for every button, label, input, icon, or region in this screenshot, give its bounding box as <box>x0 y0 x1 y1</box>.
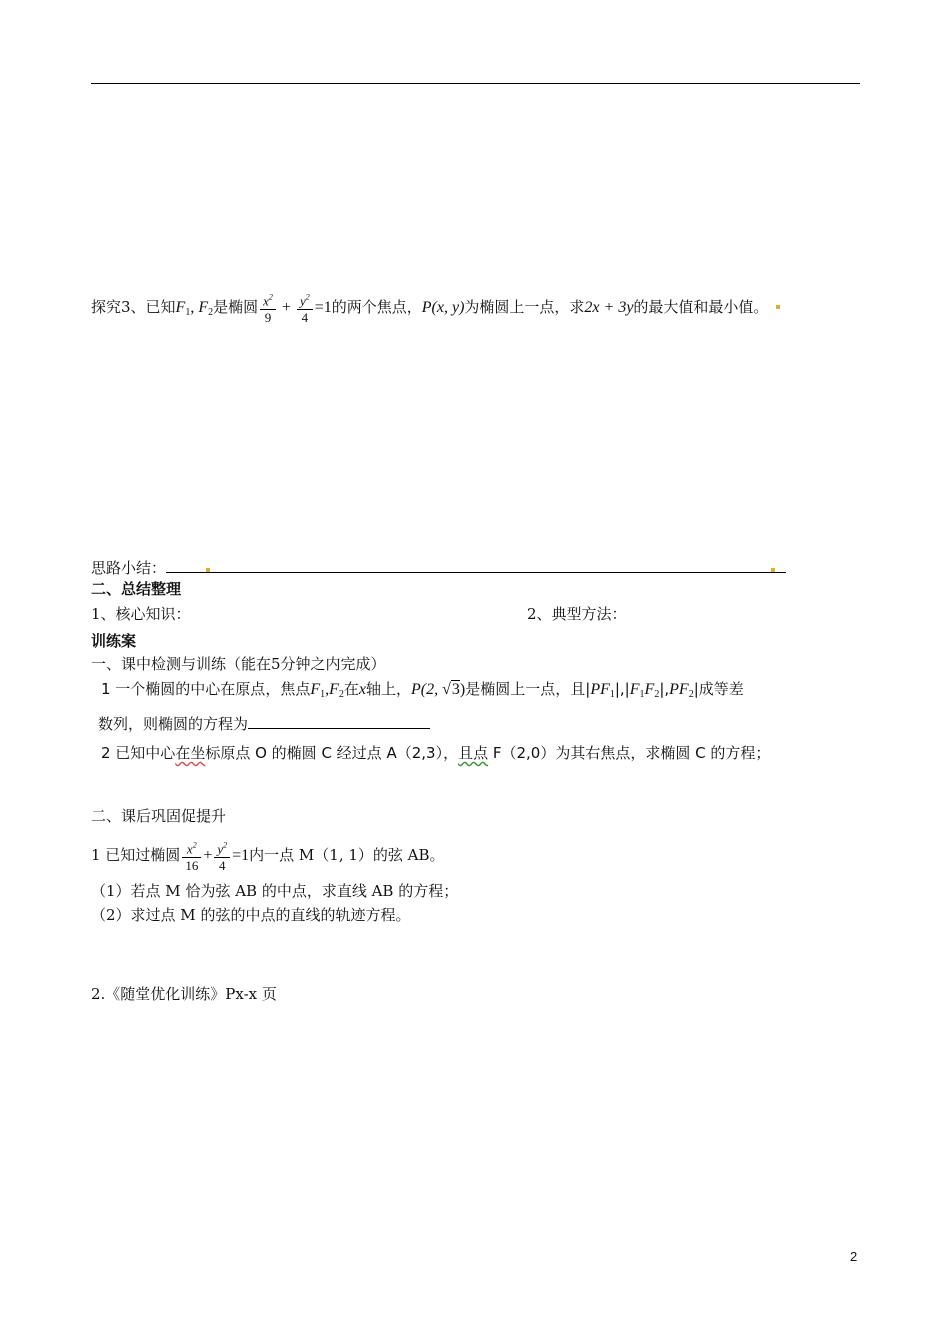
expression: 2x + 3y <box>584 299 634 317</box>
f1-symbol: $F_1$ <box>175 299 191 319</box>
homework-2: 2.《随堂优化训练》Px-x 页 <box>91 985 277 1003</box>
question-1-line2: 数列，则椭圆的方程为 <box>98 713 430 734</box>
question-1-line1: 1 一个椭圆的中心在原点，焦点$F_1,F_2$在x轴上，P(2, √3)是椭圆上一点，且$|PF_1|,|F_1F_2|,PF_2|$成等差 <box>101 680 744 700</box>
page-number: 2 <box>850 1249 858 1264</box>
fraction-y2-4: $\frac{y^2}{4}$ <box>297 290 313 326</box>
explore3-line: 探究3、已知$F_1$, $F_2$是椭圆 $\frac{x^2}{9}$ + $\frac{y^2}{4}$ =1的两个焦点，P(x, y)为椭圆上一点，求2x + 3y的最大值和最小值。 <box>91 290 768 326</box>
header-rule <box>91 83 860 84</box>
f2-symbol: $F_2$ <box>198 299 214 319</box>
fraction-x2-9: $\frac{x^2}{9}$ <box>260 290 276 326</box>
core-knowledge: 1、核心知识： <box>91 605 191 623</box>
grammar-underline: 且点 <box>458 744 489 762</box>
summary-line: 思路小结： <box>91 557 786 578</box>
point-p: P(x, y) <box>421 299 465 317</box>
homework-1: 1 已知过椭圆 $\frac{x^2}{16}$ + $\frac{y^2}{4}$ =1内一点 M（1, 1）的弦 AB。 <box>91 838 445 874</box>
typical-method: 2、典型方法： <box>527 605 627 623</box>
answer-blank[interactable] <box>248 728 430 729</box>
summary-blank[interactable] <box>166 572 786 573</box>
fraction-x2-16: $\frac{x^2}{16}$ <box>182 838 201 874</box>
training-title: 训练案 <box>91 632 137 650</box>
spellcheck-underline: 在坐 <box>175 744 206 762</box>
homework-1-part1: （1）若点 M 恰为弦 AB 的中点，求直线 AB 的方程； <box>91 882 459 900</box>
question-2: 2 已知中心在坐标原点 O 的椭圆 C 经过点 A（2,3），且点 F（2,0）为其右焦点，求椭圆 C 的方程； <box>101 744 771 762</box>
homework-1-part2: （2）求过点 M 的弦的中点的直线的轨迹方程。 <box>91 906 411 924</box>
class-test-heading: 一、课中检测与训练（能在5分钟之内完成） <box>91 655 386 673</box>
point-p-q1: P(2, √3) <box>411 681 466 698</box>
after-class-heading: 二、课后巩固促提升 <box>91 807 227 825</box>
marker-right <box>771 568 775 572</box>
fraction-y2-4-hw: $\frac{y^2}{4}$ <box>214 838 230 874</box>
cursor-marker <box>776 305 780 309</box>
section2-title: 二、总结整理 <box>91 580 182 598</box>
marker-left <box>206 568 210 572</box>
